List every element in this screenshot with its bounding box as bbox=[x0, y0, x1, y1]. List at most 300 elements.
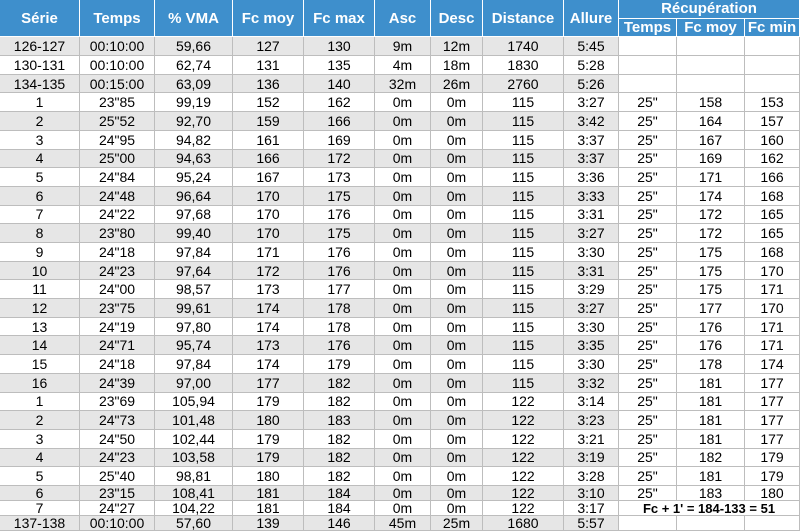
recovery-cell[interactable]: 25" bbox=[619, 393, 677, 412]
table-cell[interactable]: 161 bbox=[233, 131, 304, 150]
table-cell[interactable]: 0m bbox=[375, 299, 431, 318]
table-cell[interactable]: 25"00 bbox=[80, 150, 155, 169]
table-cell[interactable]: 0m bbox=[375, 449, 431, 468]
table-cell[interactable]: 131 bbox=[233, 56, 304, 75]
table-cell[interactable]: 3:17 bbox=[564, 501, 619, 516]
recovery-cell[interactable]: 25" bbox=[619, 206, 677, 225]
table-cell[interactable]: 1 bbox=[0, 93, 80, 112]
table-cell[interactable]: 95,24 bbox=[155, 168, 233, 187]
table-cell[interactable]: 180 bbox=[233, 467, 304, 486]
table-cell[interactable]: 99,40 bbox=[155, 224, 233, 243]
table-cell[interactable]: 24"19 bbox=[80, 318, 155, 337]
table-cell[interactable]: 115 bbox=[483, 93, 564, 112]
table-cell[interactable]: 122 bbox=[483, 467, 564, 486]
table-cell[interactable]: 0m bbox=[431, 374, 483, 393]
table-cell[interactable]: 62,74 bbox=[155, 56, 233, 75]
table-cell[interactable]: 24"18 bbox=[80, 355, 155, 374]
recovery-cell[interactable]: 176 bbox=[677, 336, 745, 355]
column-header-4[interactable]: Fc moy bbox=[233, 0, 304, 37]
recovery-cell[interactable]: 177 bbox=[677, 299, 745, 318]
table-cell[interactable]: 3:19 bbox=[564, 449, 619, 468]
table-cell[interactable]: 174 bbox=[233, 355, 304, 374]
recovery-cell[interactable]: 179 bbox=[745, 467, 800, 486]
table-cell[interactable]: 115 bbox=[483, 112, 564, 131]
table-cell[interactable]: 182 bbox=[304, 430, 375, 449]
recovery-cell[interactable]: 175 bbox=[677, 243, 745, 262]
table-cell[interactable]: 24"23 bbox=[80, 449, 155, 468]
recovery-cell[interactable] bbox=[677, 516, 745, 531]
table-cell[interactable]: 24"84 bbox=[80, 168, 155, 187]
recovery-cell[interactable]: 25" bbox=[619, 280, 677, 299]
recovery-group-header[interactable]: Récupération bbox=[619, 0, 800, 19]
table-cell[interactable]: 0m bbox=[375, 262, 431, 281]
recovery-cell[interactable]: 25" bbox=[619, 486, 677, 501]
recovery-cell[interactable]: 181 bbox=[677, 393, 745, 412]
table-cell[interactable]: 115 bbox=[483, 206, 564, 225]
table-cell[interactable]: 0m bbox=[375, 318, 431, 337]
table-cell[interactable]: 115 bbox=[483, 187, 564, 206]
recovery-cell[interactable] bbox=[745, 37, 800, 56]
table-cell[interactable]: 0m bbox=[431, 501, 483, 516]
table-cell[interactable]: 3:29 bbox=[564, 280, 619, 299]
table-cell[interactable]: 12 bbox=[0, 299, 80, 318]
table-cell[interactable]: 0m bbox=[375, 374, 431, 393]
table-cell[interactable]: 0m bbox=[431, 224, 483, 243]
table-cell[interactable]: 122 bbox=[483, 449, 564, 468]
table-cell[interactable]: 0m bbox=[431, 168, 483, 187]
table-cell[interactable]: 182 bbox=[304, 467, 375, 486]
table-cell[interactable]: 3:21 bbox=[564, 430, 619, 449]
table-cell[interactable]: 25"52 bbox=[80, 112, 155, 131]
table-cell[interactable]: 134-135 bbox=[0, 75, 80, 94]
table-cell[interactable]: 104,22 bbox=[155, 501, 233, 516]
table-cell[interactable]: 3 bbox=[0, 430, 80, 449]
table-cell[interactable]: 175 bbox=[304, 187, 375, 206]
recovery-cell[interactable]: 168 bbox=[745, 243, 800, 262]
table-cell[interactable]: 122 bbox=[483, 501, 564, 516]
table-cell[interactable]: 176 bbox=[304, 243, 375, 262]
table-cell[interactable]: 24"39 bbox=[80, 374, 155, 393]
table-cell[interactable]: 4 bbox=[0, 150, 80, 169]
recovery-cell[interactable]: 25" bbox=[619, 355, 677, 374]
recovery-cell[interactable]: 162 bbox=[745, 150, 800, 169]
recovery-cell[interactable]: 177 bbox=[745, 393, 800, 412]
table-cell[interactable]: 0m bbox=[375, 131, 431, 150]
recovery-cell[interactable] bbox=[677, 75, 745, 94]
table-cell[interactable]: 0m bbox=[431, 280, 483, 299]
table-cell[interactable]: 180 bbox=[233, 411, 304, 430]
recovery-cell[interactable]: 182 bbox=[677, 449, 745, 468]
recovery-cell[interactable] bbox=[677, 37, 745, 56]
table-cell[interactable]: 182 bbox=[304, 393, 375, 412]
recovery-cell[interactable]: 157 bbox=[745, 112, 800, 131]
table-cell[interactable]: 6 bbox=[0, 486, 80, 501]
table-cell[interactable]: 0m bbox=[375, 486, 431, 501]
recovery-cell[interactable]: 179 bbox=[745, 449, 800, 468]
table-cell[interactable]: 0m bbox=[431, 486, 483, 501]
table-cell[interactable]: 15 bbox=[0, 355, 80, 374]
table-cell[interactable]: 115 bbox=[483, 336, 564, 355]
table-cell[interactable]: 176 bbox=[304, 206, 375, 225]
recovery-cell[interactable]: 25" bbox=[619, 262, 677, 281]
table-cell[interactable]: 0m bbox=[375, 430, 431, 449]
table-cell[interactable]: 2 bbox=[0, 112, 80, 131]
recovery-cell[interactable]: 181 bbox=[677, 374, 745, 393]
table-cell[interactable]: 140 bbox=[304, 75, 375, 94]
table-cell[interactable]: 178 bbox=[304, 299, 375, 318]
table-cell[interactable]: 25"40 bbox=[80, 467, 155, 486]
recovery-cell[interactable]: 158 bbox=[677, 93, 745, 112]
table-cell[interactable]: 0m bbox=[431, 430, 483, 449]
table-cell[interactable]: 0m bbox=[375, 393, 431, 412]
recovery-cell[interactable]: 25" bbox=[619, 93, 677, 112]
recovery-cell[interactable]: 25" bbox=[619, 374, 677, 393]
table-cell[interactable]: 9m bbox=[375, 37, 431, 56]
table-cell[interactable]: 177 bbox=[304, 280, 375, 299]
recovery-cell[interactable] bbox=[745, 516, 800, 531]
table-cell[interactable]: 122 bbox=[483, 411, 564, 430]
column-header-2[interactable]: Temps bbox=[80, 0, 155, 37]
recovery-cell[interactable]: 175 bbox=[677, 262, 745, 281]
recovery-cell[interactable]: 171 bbox=[745, 336, 800, 355]
table-cell[interactable]: 171 bbox=[233, 243, 304, 262]
table-cell[interactable]: 99,19 bbox=[155, 93, 233, 112]
table-cell[interactable]: 115 bbox=[483, 299, 564, 318]
table-cell[interactable]: 183 bbox=[304, 411, 375, 430]
table-cell[interactable]: 3:32 bbox=[564, 374, 619, 393]
table-cell[interactable]: 5:26 bbox=[564, 75, 619, 94]
table-cell[interactable]: 1830 bbox=[483, 56, 564, 75]
table-cell[interactable]: 173 bbox=[233, 280, 304, 299]
table-cell[interactable]: 136 bbox=[233, 75, 304, 94]
table-cell[interactable]: 3:27 bbox=[564, 224, 619, 243]
table-cell[interactable]: 179 bbox=[304, 355, 375, 374]
table-cell[interactable]: 13 bbox=[0, 318, 80, 337]
column-header-5[interactable]: Fc max bbox=[304, 0, 375, 37]
table-cell[interactable]: 166 bbox=[233, 150, 304, 169]
table-cell[interactable]: 184 bbox=[304, 501, 375, 516]
recovery-cell[interactable]: 25" bbox=[619, 299, 677, 318]
table-cell[interactable]: 6 bbox=[0, 187, 80, 206]
table-cell[interactable]: 152 bbox=[233, 93, 304, 112]
table-cell[interactable]: 3:36 bbox=[564, 168, 619, 187]
recovery-cell[interactable] bbox=[619, 37, 677, 56]
table-cell[interactable]: 0m bbox=[431, 411, 483, 430]
recovery-cell[interactable]: 25" bbox=[619, 112, 677, 131]
table-cell[interactable]: 0m bbox=[431, 467, 483, 486]
recovery-cell[interactable]: 167 bbox=[677, 131, 745, 150]
table-cell[interactable]: 174 bbox=[233, 318, 304, 337]
table-cell[interactable]: 3:23 bbox=[564, 411, 619, 430]
table-cell[interactable]: 0m bbox=[431, 93, 483, 112]
table-cell[interactable]: 24"23 bbox=[80, 262, 155, 281]
table-cell[interactable]: 0m bbox=[431, 299, 483, 318]
table-cell[interactable]: 24"18 bbox=[80, 243, 155, 262]
table-cell[interactable]: 175 bbox=[304, 224, 375, 243]
recovery-cell[interactable]: 170 bbox=[745, 262, 800, 281]
recovery-cell[interactable] bbox=[677, 56, 745, 75]
recovery-cell[interactable]: 169 bbox=[677, 150, 745, 169]
table-cell[interactable]: 1740 bbox=[483, 37, 564, 56]
recovery-cell[interactable]: 25" bbox=[619, 411, 677, 430]
table-cell[interactable]: 97,64 bbox=[155, 262, 233, 281]
recovery-cell[interactable] bbox=[619, 56, 677, 75]
table-cell[interactable]: 00:10:00 bbox=[80, 516, 155, 531]
recovery-cell[interactable] bbox=[619, 516, 677, 531]
recovery-cell[interactable]: 25" bbox=[619, 449, 677, 468]
table-cell[interactable]: 0m bbox=[375, 93, 431, 112]
table-cell[interactable]: 2 bbox=[0, 411, 80, 430]
recovery-cell[interactable]: 180 bbox=[745, 486, 800, 501]
column-header-3[interactable]: % VMA bbox=[155, 0, 233, 37]
table-cell[interactable]: 24"50 bbox=[80, 430, 155, 449]
table-cell[interactable]: 98,57 bbox=[155, 280, 233, 299]
recovery-cell[interactable]: 175 bbox=[677, 280, 745, 299]
table-cell[interactable]: 0m bbox=[431, 243, 483, 262]
recovery-cell[interactable]: 170 bbox=[745, 299, 800, 318]
table-cell[interactable]: 0m bbox=[375, 411, 431, 430]
recovery-cell[interactable]: 25" bbox=[619, 131, 677, 150]
table-cell[interactable]: 63,09 bbox=[155, 75, 233, 94]
table-cell[interactable]: 179 bbox=[233, 393, 304, 412]
table-cell[interactable]: 3 bbox=[0, 131, 80, 150]
table-cell[interactable]: 45m bbox=[375, 516, 431, 531]
table-cell[interactable]: 7 bbox=[0, 206, 80, 225]
recovery-cell[interactable]: 164 bbox=[677, 112, 745, 131]
table-cell[interactable]: 0m bbox=[375, 206, 431, 225]
table-cell[interactable]: 3:28 bbox=[564, 467, 619, 486]
table-cell[interactable]: 0m bbox=[431, 393, 483, 412]
table-cell[interactable]: 11 bbox=[0, 280, 80, 299]
table-cell[interactable]: 130 bbox=[304, 37, 375, 56]
table-cell[interactable]: 182 bbox=[304, 449, 375, 468]
table-cell[interactable]: 0m bbox=[375, 224, 431, 243]
recovery-cell[interactable] bbox=[745, 75, 800, 94]
recovery-cell[interactable]: 176 bbox=[677, 318, 745, 337]
table-cell[interactable]: 0m bbox=[431, 318, 483, 337]
table-cell[interactable]: 3:30 bbox=[564, 243, 619, 262]
table-cell[interactable]: 0m bbox=[375, 467, 431, 486]
column-header-8[interactable]: Distance bbox=[483, 0, 564, 37]
recovery-cell[interactable]: 25" bbox=[619, 336, 677, 355]
table-cell[interactable]: 94,63 bbox=[155, 150, 233, 169]
table-cell[interactable]: 108,41 bbox=[155, 486, 233, 501]
table-cell[interactable]: 176 bbox=[304, 262, 375, 281]
table-cell[interactable]: 1680 bbox=[483, 516, 564, 531]
table-cell[interactable]: 103,58 bbox=[155, 449, 233, 468]
table-cell[interactable]: 5:45 bbox=[564, 37, 619, 56]
table-cell[interactable]: 12m bbox=[431, 37, 483, 56]
recovery-cell[interactable]: 171 bbox=[745, 280, 800, 299]
table-cell[interactable]: 5:57 bbox=[564, 516, 619, 531]
table-cell[interactable]: 159 bbox=[233, 112, 304, 131]
recovery-cell[interactable]: 177 bbox=[745, 374, 800, 393]
table-cell[interactable]: 0m bbox=[431, 112, 483, 131]
table-cell[interactable]: 101,48 bbox=[155, 411, 233, 430]
table-cell[interactable]: 24"95 bbox=[80, 131, 155, 150]
table-cell[interactable]: 130-131 bbox=[0, 56, 80, 75]
table-cell[interactable]: 115 bbox=[483, 168, 564, 187]
table-cell[interactable]: 167 bbox=[233, 168, 304, 187]
table-cell[interactable]: 3:27 bbox=[564, 299, 619, 318]
table-cell[interactable]: 97,84 bbox=[155, 243, 233, 262]
recovery-header-2[interactable]: Fc moy bbox=[677, 19, 745, 38]
table-cell[interactable]: 3:14 bbox=[564, 393, 619, 412]
recovery-cell[interactable]: 25" bbox=[619, 243, 677, 262]
table-cell[interactable]: 166 bbox=[304, 112, 375, 131]
table-cell[interactable]: 122 bbox=[483, 430, 564, 449]
table-cell[interactable]: 0m bbox=[431, 131, 483, 150]
recovery-cell[interactable]: 171 bbox=[677, 168, 745, 187]
table-cell[interactable]: 177 bbox=[233, 374, 304, 393]
table-cell[interactable]: 23"15 bbox=[80, 486, 155, 501]
table-cell[interactable]: 5 bbox=[0, 467, 80, 486]
table-cell[interactable]: 14 bbox=[0, 336, 80, 355]
table-cell[interactable]: 169 bbox=[304, 131, 375, 150]
table-cell[interactable]: 0m bbox=[431, 262, 483, 281]
table-cell[interactable]: 24"00 bbox=[80, 280, 155, 299]
table-cell[interactable]: 0m bbox=[431, 187, 483, 206]
table-cell[interactable]: 0m bbox=[375, 243, 431, 262]
table-cell[interactable]: 18m bbox=[431, 56, 483, 75]
table-cell[interactable]: 137-138 bbox=[0, 516, 80, 531]
table-cell[interactable]: 173 bbox=[304, 168, 375, 187]
table-cell[interactable]: 32m bbox=[375, 75, 431, 94]
table-cell[interactable]: 0m bbox=[375, 355, 431, 374]
recovery-cell[interactable]: 183 bbox=[677, 486, 745, 501]
table-cell[interactable]: 24"71 bbox=[80, 336, 155, 355]
table-cell[interactable]: 115 bbox=[483, 150, 564, 169]
recovery-cell[interactable]: 178 bbox=[677, 355, 745, 374]
table-cell[interactable]: 00:10:00 bbox=[80, 37, 155, 56]
table-cell[interactable]: 2760 bbox=[483, 75, 564, 94]
table-cell[interactable]: 0m bbox=[375, 112, 431, 131]
table-cell[interactable]: 3:31 bbox=[564, 206, 619, 225]
table-cell[interactable]: 3:10 bbox=[564, 486, 619, 501]
recovery-cell[interactable]: 174 bbox=[745, 355, 800, 374]
table-cell[interactable]: 23"69 bbox=[80, 393, 155, 412]
recovery-cell[interactable]: 153 bbox=[745, 93, 800, 112]
table-cell[interactable]: 184 bbox=[304, 486, 375, 501]
table-cell[interactable]: 0m bbox=[375, 280, 431, 299]
table-cell[interactable]: 0m bbox=[375, 501, 431, 516]
recovery-cell[interactable] bbox=[619, 75, 677, 94]
column-header-6[interactable]: Asc bbox=[375, 0, 431, 37]
table-cell[interactable]: 179 bbox=[233, 449, 304, 468]
table-cell[interactable]: 4m bbox=[375, 56, 431, 75]
table-cell[interactable]: 115 bbox=[483, 355, 564, 374]
summary-note[interactable]: Fc + 1' = 184-133 = 51 bbox=[619, 501, 800, 516]
table-cell[interactable]: 5 bbox=[0, 168, 80, 187]
table-cell[interactable]: 24"27 bbox=[80, 501, 155, 516]
table-cell[interactable]: 181 bbox=[233, 501, 304, 516]
table-cell[interactable]: 139 bbox=[233, 516, 304, 531]
recovery-cell[interactable]: 165 bbox=[745, 224, 800, 243]
table-cell[interactable]: 3:27 bbox=[564, 93, 619, 112]
table-cell[interactable]: 16 bbox=[0, 374, 80, 393]
table-cell[interactable]: 99,61 bbox=[155, 299, 233, 318]
table-cell[interactable]: 00:15:00 bbox=[80, 75, 155, 94]
recovery-cell[interactable]: 25" bbox=[619, 150, 677, 169]
table-cell[interactable]: 3:37 bbox=[564, 131, 619, 150]
table-cell[interactable]: 23"80 bbox=[80, 224, 155, 243]
table-cell[interactable]: 122 bbox=[483, 393, 564, 412]
table-cell[interactable]: 97,84 bbox=[155, 355, 233, 374]
table-cell[interactable]: 0m bbox=[375, 336, 431, 355]
recovery-cell[interactable]: 177 bbox=[745, 430, 800, 449]
table-cell[interactable]: 135 bbox=[304, 56, 375, 75]
table-cell[interactable]: 24"22 bbox=[80, 206, 155, 225]
recovery-header-3[interactable]: Fc min bbox=[745, 19, 800, 38]
table-cell[interactable]: 94,82 bbox=[155, 131, 233, 150]
table-cell[interactable]: 115 bbox=[483, 262, 564, 281]
table-cell[interactable]: 7 bbox=[0, 501, 80, 516]
table-cell[interactable]: 170 bbox=[233, 206, 304, 225]
table-cell[interactable]: 25m bbox=[431, 516, 483, 531]
table-cell[interactable]: 115 bbox=[483, 131, 564, 150]
recovery-cell[interactable]: 174 bbox=[677, 187, 745, 206]
table-cell[interactable]: 23"85 bbox=[80, 93, 155, 112]
table-cell[interactable]: 95,74 bbox=[155, 336, 233, 355]
table-cell[interactable]: 1 bbox=[0, 393, 80, 412]
table-cell[interactable]: 5:28 bbox=[564, 56, 619, 75]
table-cell[interactable]: 23"75 bbox=[80, 299, 155, 318]
recovery-cell[interactable]: 171 bbox=[745, 318, 800, 337]
table-cell[interactable]: 0m bbox=[431, 355, 483, 374]
table-cell[interactable]: 3:31 bbox=[564, 262, 619, 281]
table-cell[interactable]: 3:30 bbox=[564, 355, 619, 374]
recovery-cell[interactable]: 181 bbox=[677, 411, 745, 430]
table-cell[interactable]: 98,81 bbox=[155, 467, 233, 486]
table-cell[interactable]: 122 bbox=[483, 486, 564, 501]
table-cell[interactable]: 9 bbox=[0, 243, 80, 262]
recovery-cell[interactable]: 160 bbox=[745, 131, 800, 150]
table-cell[interactable]: 170 bbox=[233, 224, 304, 243]
table-cell[interactable]: 115 bbox=[483, 374, 564, 393]
table-cell[interactable]: 57,60 bbox=[155, 516, 233, 531]
table-cell[interactable]: 0m bbox=[375, 150, 431, 169]
recovery-cell[interactable]: 25" bbox=[619, 430, 677, 449]
table-cell[interactable]: 115 bbox=[483, 318, 564, 337]
recovery-cell[interactable] bbox=[745, 56, 800, 75]
table-cell[interactable]: 182 bbox=[304, 374, 375, 393]
table-cell[interactable]: 115 bbox=[483, 280, 564, 299]
table-cell[interactable]: 105,94 bbox=[155, 393, 233, 412]
column-header-1[interactable]: Série bbox=[0, 0, 80, 37]
table-cell[interactable]: 0m bbox=[375, 168, 431, 187]
table-cell[interactable]: 172 bbox=[304, 150, 375, 169]
table-cell[interactable]: 146 bbox=[304, 516, 375, 531]
recovery-cell[interactable]: 25" bbox=[619, 168, 677, 187]
table-cell[interactable]: 96,64 bbox=[155, 187, 233, 206]
recovery-cell[interactable]: 177 bbox=[745, 411, 800, 430]
recovery-cell[interactable]: 168 bbox=[745, 187, 800, 206]
table-cell[interactable]: 174 bbox=[233, 299, 304, 318]
recovery-cell[interactable]: 172 bbox=[677, 224, 745, 243]
table-cell[interactable]: 3:42 bbox=[564, 112, 619, 131]
table-cell[interactable]: 92,70 bbox=[155, 112, 233, 131]
table-cell[interactable]: 97,80 bbox=[155, 318, 233, 337]
table-cell[interactable]: 3:30 bbox=[564, 318, 619, 337]
recovery-cell[interactable]: 166 bbox=[745, 168, 800, 187]
table-cell[interactable]: 162 bbox=[304, 93, 375, 112]
table-cell[interactable]: 115 bbox=[483, 224, 564, 243]
recovery-cell[interactable]: 25" bbox=[619, 224, 677, 243]
table-cell[interactable]: 10 bbox=[0, 262, 80, 281]
table-cell[interactable]: 4 bbox=[0, 449, 80, 468]
recovery-cell[interactable]: 181 bbox=[677, 467, 745, 486]
table-cell[interactable]: 97,00 bbox=[155, 374, 233, 393]
